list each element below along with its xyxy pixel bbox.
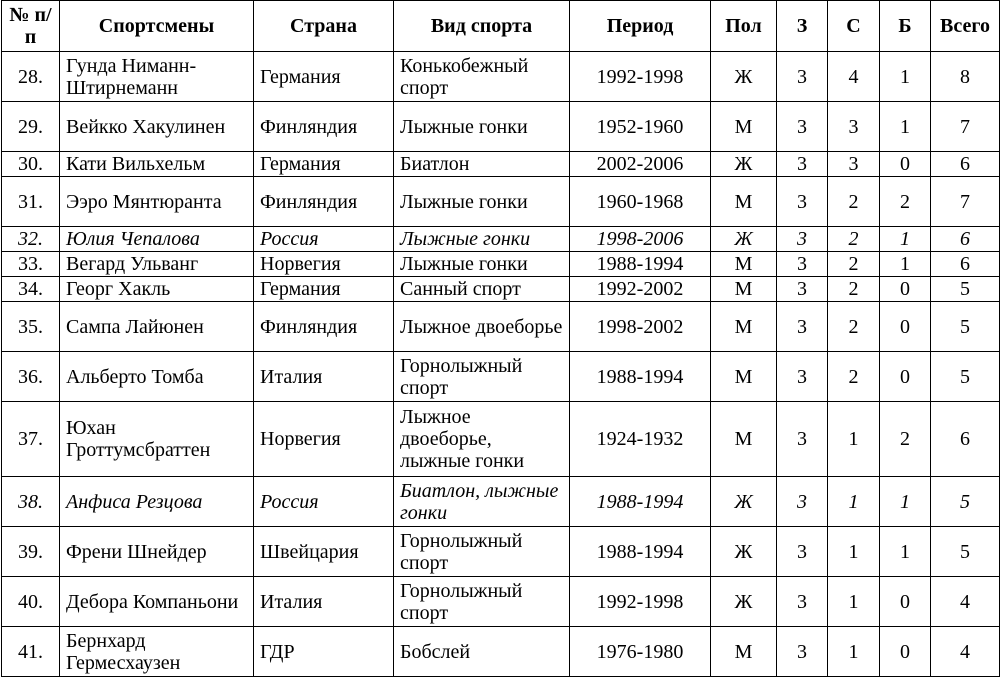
cell-sex: М (711, 627, 777, 677)
cell-sex: М (711, 402, 777, 477)
cell-athlete: Вейкко Хакулинен (60, 102, 254, 152)
cell-sex: Ж (711, 527, 777, 577)
cell-total: 8 (931, 52, 1000, 102)
cell-sex: М (711, 252, 777, 277)
cell-athlete: Георг Хакль (60, 277, 254, 302)
cell-sport: Лыжные гонки (394, 227, 570, 252)
cell-gold: 3 (777, 252, 828, 277)
cell-silver: 2 (828, 277, 880, 302)
cell-num: 41. (2, 627, 60, 677)
cell-sport: Лыжные гонки (394, 252, 570, 277)
table-row (2, 352, 1000, 402)
cell-athlete: Гунда Ниманн-Штирнеманн (60, 52, 254, 102)
cell-silver: 3 (828, 152, 880, 177)
cell-silver: 2 (828, 177, 880, 227)
header-gold: З (777, 1, 828, 52)
cell-total: 7 (931, 102, 1000, 152)
cell-period: 1998-2002 (570, 302, 711, 352)
header-country: Страна (254, 1, 394, 52)
cell-num: 30. (2, 152, 60, 177)
cell-gold: 3 (777, 302, 828, 352)
header-num: № п/п (2, 1, 60, 52)
cell-sex: Ж (711, 52, 777, 102)
cell-silver: 1 (828, 402, 880, 477)
table-row (2, 577, 1000, 627)
table-row (2, 627, 1000, 677)
cell-num: 33. (2, 252, 60, 277)
cell-country: Италия (254, 352, 394, 402)
cell-bronze: 0 (880, 352, 931, 402)
cell-country: Германия (254, 277, 394, 302)
cell-silver: 2 (828, 352, 880, 402)
table-row (2, 177, 1000, 227)
cell-athlete: Вегард Ульванг (60, 252, 254, 277)
cell-gold: 3 (777, 152, 828, 177)
cell-bronze: 0 (880, 152, 931, 177)
table-row (2, 527, 1000, 577)
cell-total: 4 (931, 627, 1000, 677)
cell-num: 29. (2, 102, 60, 152)
cell-sport: Биатлон (394, 152, 570, 177)
table-row (2, 102, 1000, 152)
cell-period: 1960-1968 (570, 177, 711, 227)
cell-sex: М (711, 177, 777, 227)
table-row (2, 402, 1000, 477)
cell-silver: 1 (828, 627, 880, 677)
cell-sex: Ж (711, 577, 777, 627)
cell-sport: Лыжное двоеборье (394, 302, 570, 352)
cell-sport: Санный спорт (394, 277, 570, 302)
cell-athlete: Анфиса Резцова (60, 477, 254, 527)
cell-country: Финляндия (254, 302, 394, 352)
cell-bronze: 1 (880, 477, 931, 527)
cell-sport: Лыжное двоеборье, лыжные гонки (394, 402, 570, 477)
cell-sport: Бобслей (394, 627, 570, 677)
cell-bronze: 0 (880, 277, 931, 302)
cell-silver: 1 (828, 527, 880, 577)
cell-athlete: Сампа Лайюнен (60, 302, 254, 352)
cell-period: 1976-1980 (570, 627, 711, 677)
cell-country: Германия (254, 52, 394, 102)
header-sex: Пол (711, 1, 777, 52)
cell-total: 6 (931, 252, 1000, 277)
cell-athlete: Бернхард Гермесхаузен (60, 627, 254, 677)
cell-country: Швейцария (254, 527, 394, 577)
cell-period: 1988-1994 (570, 252, 711, 277)
cell-country: Норвегия (254, 252, 394, 277)
cell-period: 1952-1960 (570, 102, 711, 152)
cell-period: 1998-2006 (570, 227, 711, 252)
cell-total: 4 (931, 577, 1000, 627)
cell-bronze: 0 (880, 302, 931, 352)
cell-silver: 3 (828, 102, 880, 152)
cell-gold: 3 (777, 577, 828, 627)
table-row (2, 152, 1000, 177)
cell-num: 37. (2, 402, 60, 477)
cell-country: Италия (254, 577, 394, 627)
table-row (2, 52, 1000, 102)
cell-period: 1988-1994 (570, 477, 711, 527)
cell-athlete: Юхан Гроттумсбраттен (60, 402, 254, 477)
cell-athlete: Альберто Томба (60, 352, 254, 402)
cell-sport: Конькобежный спорт (394, 52, 570, 102)
header-silver: С (828, 1, 880, 52)
cell-country: Финляндия (254, 102, 394, 152)
cell-bronze: 1 (880, 227, 931, 252)
cell-num: 36. (2, 352, 60, 402)
cell-bronze: 1 (880, 52, 931, 102)
cell-num: 38. (2, 477, 60, 527)
cell-silver: 1 (828, 577, 880, 627)
cell-athlete: Дебора Компаньони (60, 577, 254, 627)
cell-sport: Лыжные гонки (394, 177, 570, 227)
cell-total: 6 (931, 227, 1000, 252)
cell-bronze: 2 (880, 402, 931, 477)
header-period: Период (570, 1, 711, 52)
table-row (2, 252, 1000, 277)
table-row (2, 477, 1000, 527)
cell-sex: М (711, 277, 777, 302)
table-row (2, 277, 1000, 302)
cell-gold: 3 (777, 177, 828, 227)
cell-silver: 4 (828, 52, 880, 102)
cell-sex: М (711, 102, 777, 152)
cell-gold: 3 (777, 277, 828, 302)
cell-gold: 3 (777, 52, 828, 102)
header-sport: Вид спорта (394, 1, 570, 52)
header-athletes: Спортсмены (60, 1, 254, 52)
cell-total: 6 (931, 402, 1000, 477)
cell-athlete: Кати Вильхельм (60, 152, 254, 177)
table-body (2, 52, 1000, 677)
cell-num: 34. (2, 277, 60, 302)
cell-country: Норвегия (254, 402, 394, 477)
cell-num: 40. (2, 577, 60, 627)
cell-silver: 2 (828, 302, 880, 352)
cell-period: 1988-1994 (570, 527, 711, 577)
cell-period: 1988-1994 (570, 352, 711, 402)
cell-total: 5 (931, 277, 1000, 302)
cell-bronze: 0 (880, 627, 931, 677)
cell-period: 1992-2002 (570, 277, 711, 302)
table-row (2, 227, 1000, 252)
cell-sport: Горнолыжный спорт (394, 352, 570, 402)
cell-num: 28. (2, 52, 60, 102)
cell-period: 2002-2006 (570, 152, 711, 177)
cell-athlete: Юлия Чепалова (60, 227, 254, 252)
cell-num: 31. (2, 177, 60, 227)
cell-country: ГДР (254, 627, 394, 677)
cell-gold: 3 (777, 402, 828, 477)
cell-sex: Ж (711, 227, 777, 252)
cell-sex: М (711, 302, 777, 352)
cell-total: 5 (931, 527, 1000, 577)
cell-period: 1992-1998 (570, 577, 711, 627)
cell-num: 35. (2, 302, 60, 352)
cell-sport: Горнолыжный спорт (394, 577, 570, 627)
cell-period: 1924-1932 (570, 402, 711, 477)
header-row (2, 1, 1000, 52)
cell-sport: Горнолыжный спорт (394, 527, 570, 577)
cell-num: 32. (2, 227, 60, 252)
cell-athlete: Френи Шнейдер (60, 527, 254, 577)
cell-gold: 3 (777, 627, 828, 677)
cell-num: 39. (2, 527, 60, 577)
cell-bronze: 1 (880, 527, 931, 577)
header-total: Всего (931, 1, 1000, 52)
cell-country: Россия (254, 227, 394, 252)
cell-gold: 3 (777, 477, 828, 527)
table-row (2, 302, 1000, 352)
cell-sex: М (711, 352, 777, 402)
cell-total: 5 (931, 477, 1000, 527)
cell-sex: Ж (711, 477, 777, 527)
cell-silver: 2 (828, 252, 880, 277)
cell-athlete: Ээро Мянтюранта (60, 177, 254, 227)
cell-bronze: 2 (880, 177, 931, 227)
cell-total: 5 (931, 302, 1000, 352)
cell-period: 1992-1998 (570, 52, 711, 102)
cell-bronze: 1 (880, 252, 931, 277)
cell-gold: 3 (777, 527, 828, 577)
cell-sport: Биатлон, лыжные гонки (394, 477, 570, 527)
cell-gold: 3 (777, 227, 828, 252)
cell-silver: 1 (828, 477, 880, 527)
medal-table (1, 0, 1000, 677)
cell-total: 7 (931, 177, 1000, 227)
cell-silver: 2 (828, 227, 880, 252)
cell-total: 6 (931, 152, 1000, 177)
cell-total: 5 (931, 352, 1000, 402)
cell-bronze: 0 (880, 577, 931, 627)
header-bronze: Б (880, 1, 931, 52)
cell-sex: Ж (711, 152, 777, 177)
cell-bronze: 1 (880, 102, 931, 152)
cell-sport: Лыжные гонки (394, 102, 570, 152)
cell-country: Финляндия (254, 177, 394, 227)
cell-country: Германия (254, 152, 394, 177)
cell-gold: 3 (777, 352, 828, 402)
cell-gold: 3 (777, 102, 828, 152)
cell-country: Россия (254, 477, 394, 527)
